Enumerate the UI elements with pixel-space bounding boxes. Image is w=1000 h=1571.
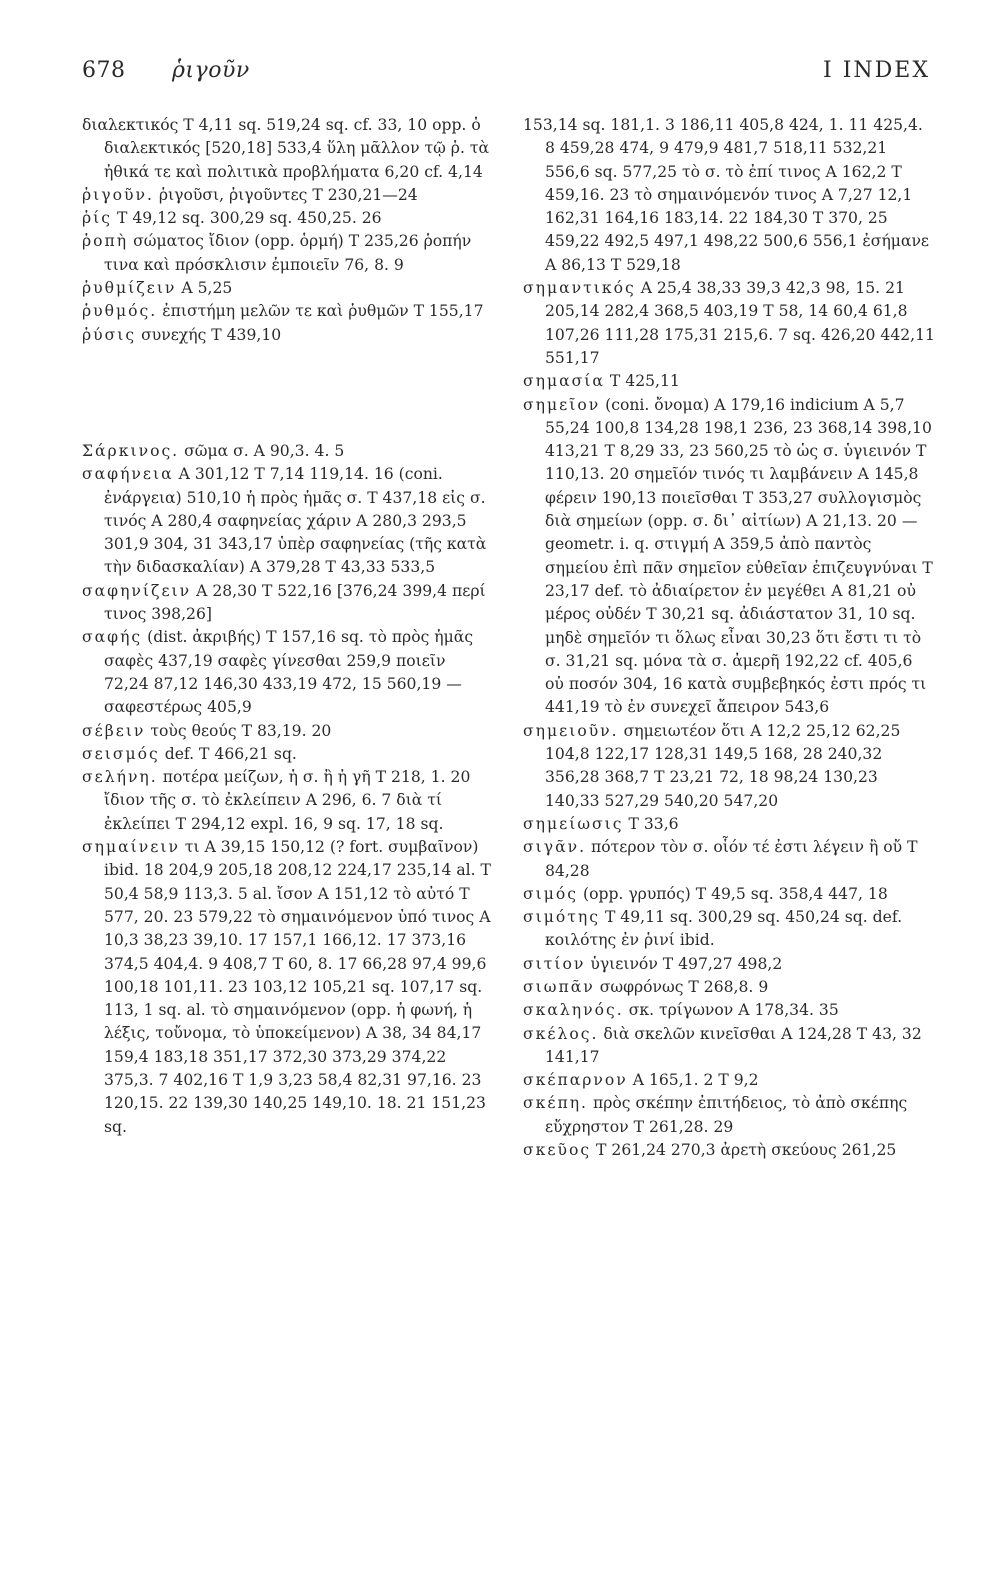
entry-references: A 165,1. 2 T 9,2: [632, 1071, 759, 1090]
index-entry: [82, 836, 492, 1139]
entry-lemma: σαφήνεια: [82, 465, 174, 484]
entry-lemma: ῥοπὴ: [82, 232, 129, 251]
entry-references: A 25,4 38,33 39,3 42,3 98, 15. 21 205,14 282,4 368,5 403,19 T 58, 14 60,4 61,8 107,26 111,28 175,31 215,6. 7 sq. 426,20 442,11 551,17: [545, 279, 935, 367]
entry-references: τοὺς θεούς T 83,19. 20: [150, 721, 332, 740]
entry-references: σημειωτέον ὅτι A 12,2 25,12 62,25 104,8 122,17 128,31 149,5 168, 28 240,32 356,28 368,7 T 23,21 72, 18 98,24 130,23 140,33 527,29 540,20 547,20: [545, 721, 901, 810]
entry-references: A 28,30 T 522,16 [376,24 399,4 περί τινος 398,26]: [104, 581, 486, 624]
entry-references: 153,14 sq. 181,1. 3 186,11 405,8 424, 1. 11 425,4. 8 459,28 474, 9 479,9 481,7 518,11 532,21 556,6 sq. 577,25 τὸ σ. τὸ ἐπί τινος A 162,2 T 459,16. 23 τὸ σημαινόμενόν τινος A 7,27 12,1 162,31 164,16 183,14. 22 184,30 T 370, 25 459,22 492,5 497,1 498,22 500,6 556,1 ἐσήμανε A 86,13 T 529,18: [523, 116, 930, 274]
entry-references: σώματος ἴδιον (opp. ὁρμή) T 235,26 ῥοπήν τινα καὶ πρόσκλισιν ἐμποιεῖν 76, 8. 9: [104, 232, 472, 274]
index-entry: [523, 976, 935, 999]
entry-lemma: σκέπαρνον: [523, 1071, 628, 1090]
running-header: [82, 58, 930, 92]
entry-lemma: σημεῖον: [523, 395, 601, 414]
index-entry: [82, 277, 492, 300]
index-entry: [523, 883, 935, 906]
entry-references: διὰ σκελῶν κινεῖσθαι A 124,28 T 43, 32 141,17: [545, 1024, 922, 1066]
running-headword: ῥιγοῦν: [172, 58, 250, 83]
entry-lemma: ῥυθμίζειν: [82, 279, 177, 298]
entry-lemma: σιτίον: [523, 954, 586, 973]
index-entry: [82, 626, 492, 719]
entry-references: (coni. ὄνομα) A 179,16 indicium A 5,7 55,24 100,8 134,28 198,1 236, 23 368,14 398,10 413,21 T 8,29 33, 23 560,25 τὸ ὡς σ. ὑγιεινόν T 110,13. 20 σημεῖόν τινός τι λαμβάνειν A 145,8 φέρειν 190,13 ποιεῖσθαι T 353,27 συλλογισμὸς διὰ σημείων (opp. σ. δι᾽ αἰτίων) A 21,13. 20 — geometr. i. q. στιγμή A 359,5 ἀπὸ παντὸς σημείου ἐπὶ πᾶν σημεῖον εὐθεῖαν ἐπιζευγνύναι T 23,17 def. τὸ ἀδιαίρετον ἐν μεγέθει A 81,21 οὐ μέρος οὐδέν T 30,21 sq. ἀδιάστατον 31, 10 sq. μηδὲ σημεῖόν τι ὅλως εἶναι 30,23 ὅτι ἔστι τι τὸ σ. 31,21 sq. μόνα τὰ σ. ἀμερῆ 192,22 cf. 405,6 οὐ ποσόν 304, 16 κατὰ συμβεβηκός ἐστι πρός τι 441,19 τὸ ἐν συνεχεῖ ἄπειρον 543,6: [545, 395, 933, 717]
index-entry: [82, 114, 492, 184]
entry-lemma: ῥύσις: [82, 325, 137, 344]
entry-references: T 49,12 sq. 300,29 sq. 450,25. 26: [116, 209, 382, 228]
entry-references: ῥιγοῦσι, ῥιγοῦντες T 230,21—24: [158, 185, 418, 204]
index-entry: [523, 370, 935, 393]
entry-lemma: σιμότης: [523, 908, 600, 927]
entry-references: σκ. τρίγωνον A 178,34. 35: [628, 1001, 839, 1020]
index-entry: [82, 720, 492, 743]
entry-references: A 301,12 T 7,14 119,14. 16 (coni. ἐνάργεια) 510,10 ἡ πρὸς ἡμᾶς σ. T 437,18 εἰς σ. τινός A 280,4 σαφηνείας χάριν A 280,3 293,5 301,9 304, 31 343,17 ὑπὲρ σαφηνείας (τῆς κατὰ τὴν διδασκαλίαν) A 379,28 T 43,33 533,5: [104, 465, 487, 577]
entry-references: def. T 466,21 sq.: [164, 744, 297, 763]
index-entry: [82, 207, 492, 230]
entry-lemma: σημαίνειν: [82, 838, 180, 857]
index-entry: [523, 277, 935, 370]
index-entry: [523, 1069, 935, 1092]
entry-lemma: σαφής: [82, 628, 143, 647]
index-entry: [523, 1139, 935, 1162]
entry-references: συνεχής T 439,10: [141, 325, 282, 344]
entry-lemma: σκεῦος: [523, 1141, 592, 1160]
index-entry: [82, 766, 492, 836]
section-gap: [82, 347, 492, 440]
entry-lemma: σημαντικός: [523, 279, 636, 298]
entry-lemma: σκέλος.: [523, 1024, 599, 1043]
entry-references: ἐπιστήμη μελῶν τε καὶ ῥυθμῶν T 155,17: [162, 302, 484, 321]
index-entry: [523, 836, 935, 883]
entry-references: σῶμα σ. A 90,3. 4. 5: [184, 441, 345, 460]
index-entry: [523, 813, 935, 836]
entry-references: (dist. ἀκριβής) T 157,16 sq. τὸ πρὸς ἡμᾶς σαφὲς 437,19 σαφὲς γίνεσθαι 259,9 ποιεῖν 72,24 87,12 146,30 433,19 472, 15 560,19 — σαφεστέρως 405,9: [104, 628, 474, 717]
entry-references: πότερον τὸν σ. οἷόν τέ ἐστι λέγειν ἢ οὔ T 84,28: [545, 838, 918, 880]
entry-lemma: σαφηνίζειν: [82, 581, 192, 600]
entry-lemma: σελήνη.: [82, 768, 158, 787]
index-entry: [82, 300, 492, 323]
entry-lemma: σκαληνός.: [523, 1001, 624, 1020]
entry-references: T 49,11 sq. 300,29 sq. 450,24 sq. def. κοιλότης ἐν ῥινί ibid.: [545, 908, 903, 950]
entry-references: ποτέρα μείζων, ἡ σ. ἢ ἡ γῆ T 218, 1. 20 ἴδιον τῆς σ. τὸ ἐκλείπειν A 296, 6. 7 διὰ τί ἐκλείπει T 294,12 expl. 16, 9 sq. 17, 18 sq.: [104, 768, 471, 833]
entry-lemma: σημειοῦν.: [523, 721, 619, 740]
entry-lemma: Σάρκινος.: [82, 441, 180, 460]
index-entry: [523, 394, 935, 720]
index-entry: [523, 999, 935, 1022]
index-entry: [82, 184, 492, 207]
entry-lemma: σεισμός: [82, 744, 160, 763]
entry-lemma: σέβειν: [82, 721, 146, 740]
index-entry: [82, 463, 492, 579]
index-entry: [82, 580, 492, 627]
page-number: 678: [82, 58, 126, 83]
entry-lemma: σιωπᾶν: [523, 977, 595, 996]
index-entry: [523, 1023, 935, 1070]
index-entry: [82, 230, 492, 277]
left-column: [82, 114, 492, 1139]
entry-references: σωφρόνως T 268,8. 9: [599, 977, 769, 996]
entry-references: (opp. γρυπός) T 49,5 sq. 358,4 447, 18: [582, 884, 888, 903]
entry-references: πρὸς σκέπην ἐπιτήδειος, τὸ ἀπὸ σκέπης εὔχρηστον T 261,28. 29: [545, 1094, 908, 1136]
entry-lemma: ῥίς: [82, 209, 113, 228]
entry-references: T 261,24 270,3 ἀρετὴ σκεύους 261,25: [596, 1141, 897, 1160]
entry-references: A 5,25: [181, 279, 233, 298]
entry-lemma: σημείωσις: [523, 814, 624, 833]
entry-lemma: σκέπη.: [523, 1094, 589, 1113]
entry-references: διαλεκτικός T 4,11 sq. 519,24 sq. cf. 33, 10 opp. ὁ διαλεκτικός [520,18] 533,4 ὕλη μᾶλλον τῷ ῥ. τὰ ἠθικά τε καὶ πολιτικὰ προβλήματα 6,20 cf. 4,14: [82, 116, 490, 181]
entry-references: T 33,6: [628, 814, 679, 833]
index-entry: [82, 440, 492, 463]
entry-references: τι A 39,15 150,12 (? fort. συμβαῖνον) ibid. 18 204,9 205,18 208,12 224,17 235,14 al. T 50,4 58,9 113,3. 5 al. ἴσον A 151,12 τὸ αὐτό T 577, 20. 23 579,22 τὸ σημαινόμενον ὑπό τινος A 10,3 38,23 39,10. 17 157,1 166,12. 17 373,16 374,5 404,4. 9 408,7 T 60, 8. 17 66,28 97,4 99,6 100,18 101,11. 23 103,12 105,21 sq. 107,17 sq. 113, 1 sq. al. τὸ σημαινόμενον (opp. ἡ φωνή, ἡ λέξις, τοὔνομα, τὸ ὑποκείμενον) A 38, 34 84,17 159,4 183,18 351,17 372,30 373,29 374,22 375,3. 7 402,16 T 1,9 3,23 58,4 82,31 97,16. 23 120,15. 22 139,30 140,25 149,10. 18. 21 151,23 sq.: [104, 838, 491, 1136]
entry-lemma: σημασία: [523, 372, 605, 391]
entry-references: T 425,11: [609, 372, 680, 391]
entry-lemma: ῥιγοῦν.: [82, 185, 154, 204]
index-entry: [523, 720, 935, 813]
index-entry: [523, 114, 935, 277]
index-entry: [82, 324, 492, 347]
right-column: [523, 114, 935, 1162]
entry-lemma: ῥυθμός.: [82, 302, 158, 321]
index-entry: [523, 906, 935, 953]
index-entry: [82, 743, 492, 766]
section-title: I INDEX: [823, 58, 930, 83]
index-entry: [523, 1092, 935, 1139]
index-entry: [523, 953, 935, 976]
entry-lemma: σιγᾶν.: [523, 838, 587, 857]
entry-lemma: σιμός: [523, 884, 579, 903]
entry-references: ὑγιεινόν T 497,27 498,2: [590, 954, 783, 973]
